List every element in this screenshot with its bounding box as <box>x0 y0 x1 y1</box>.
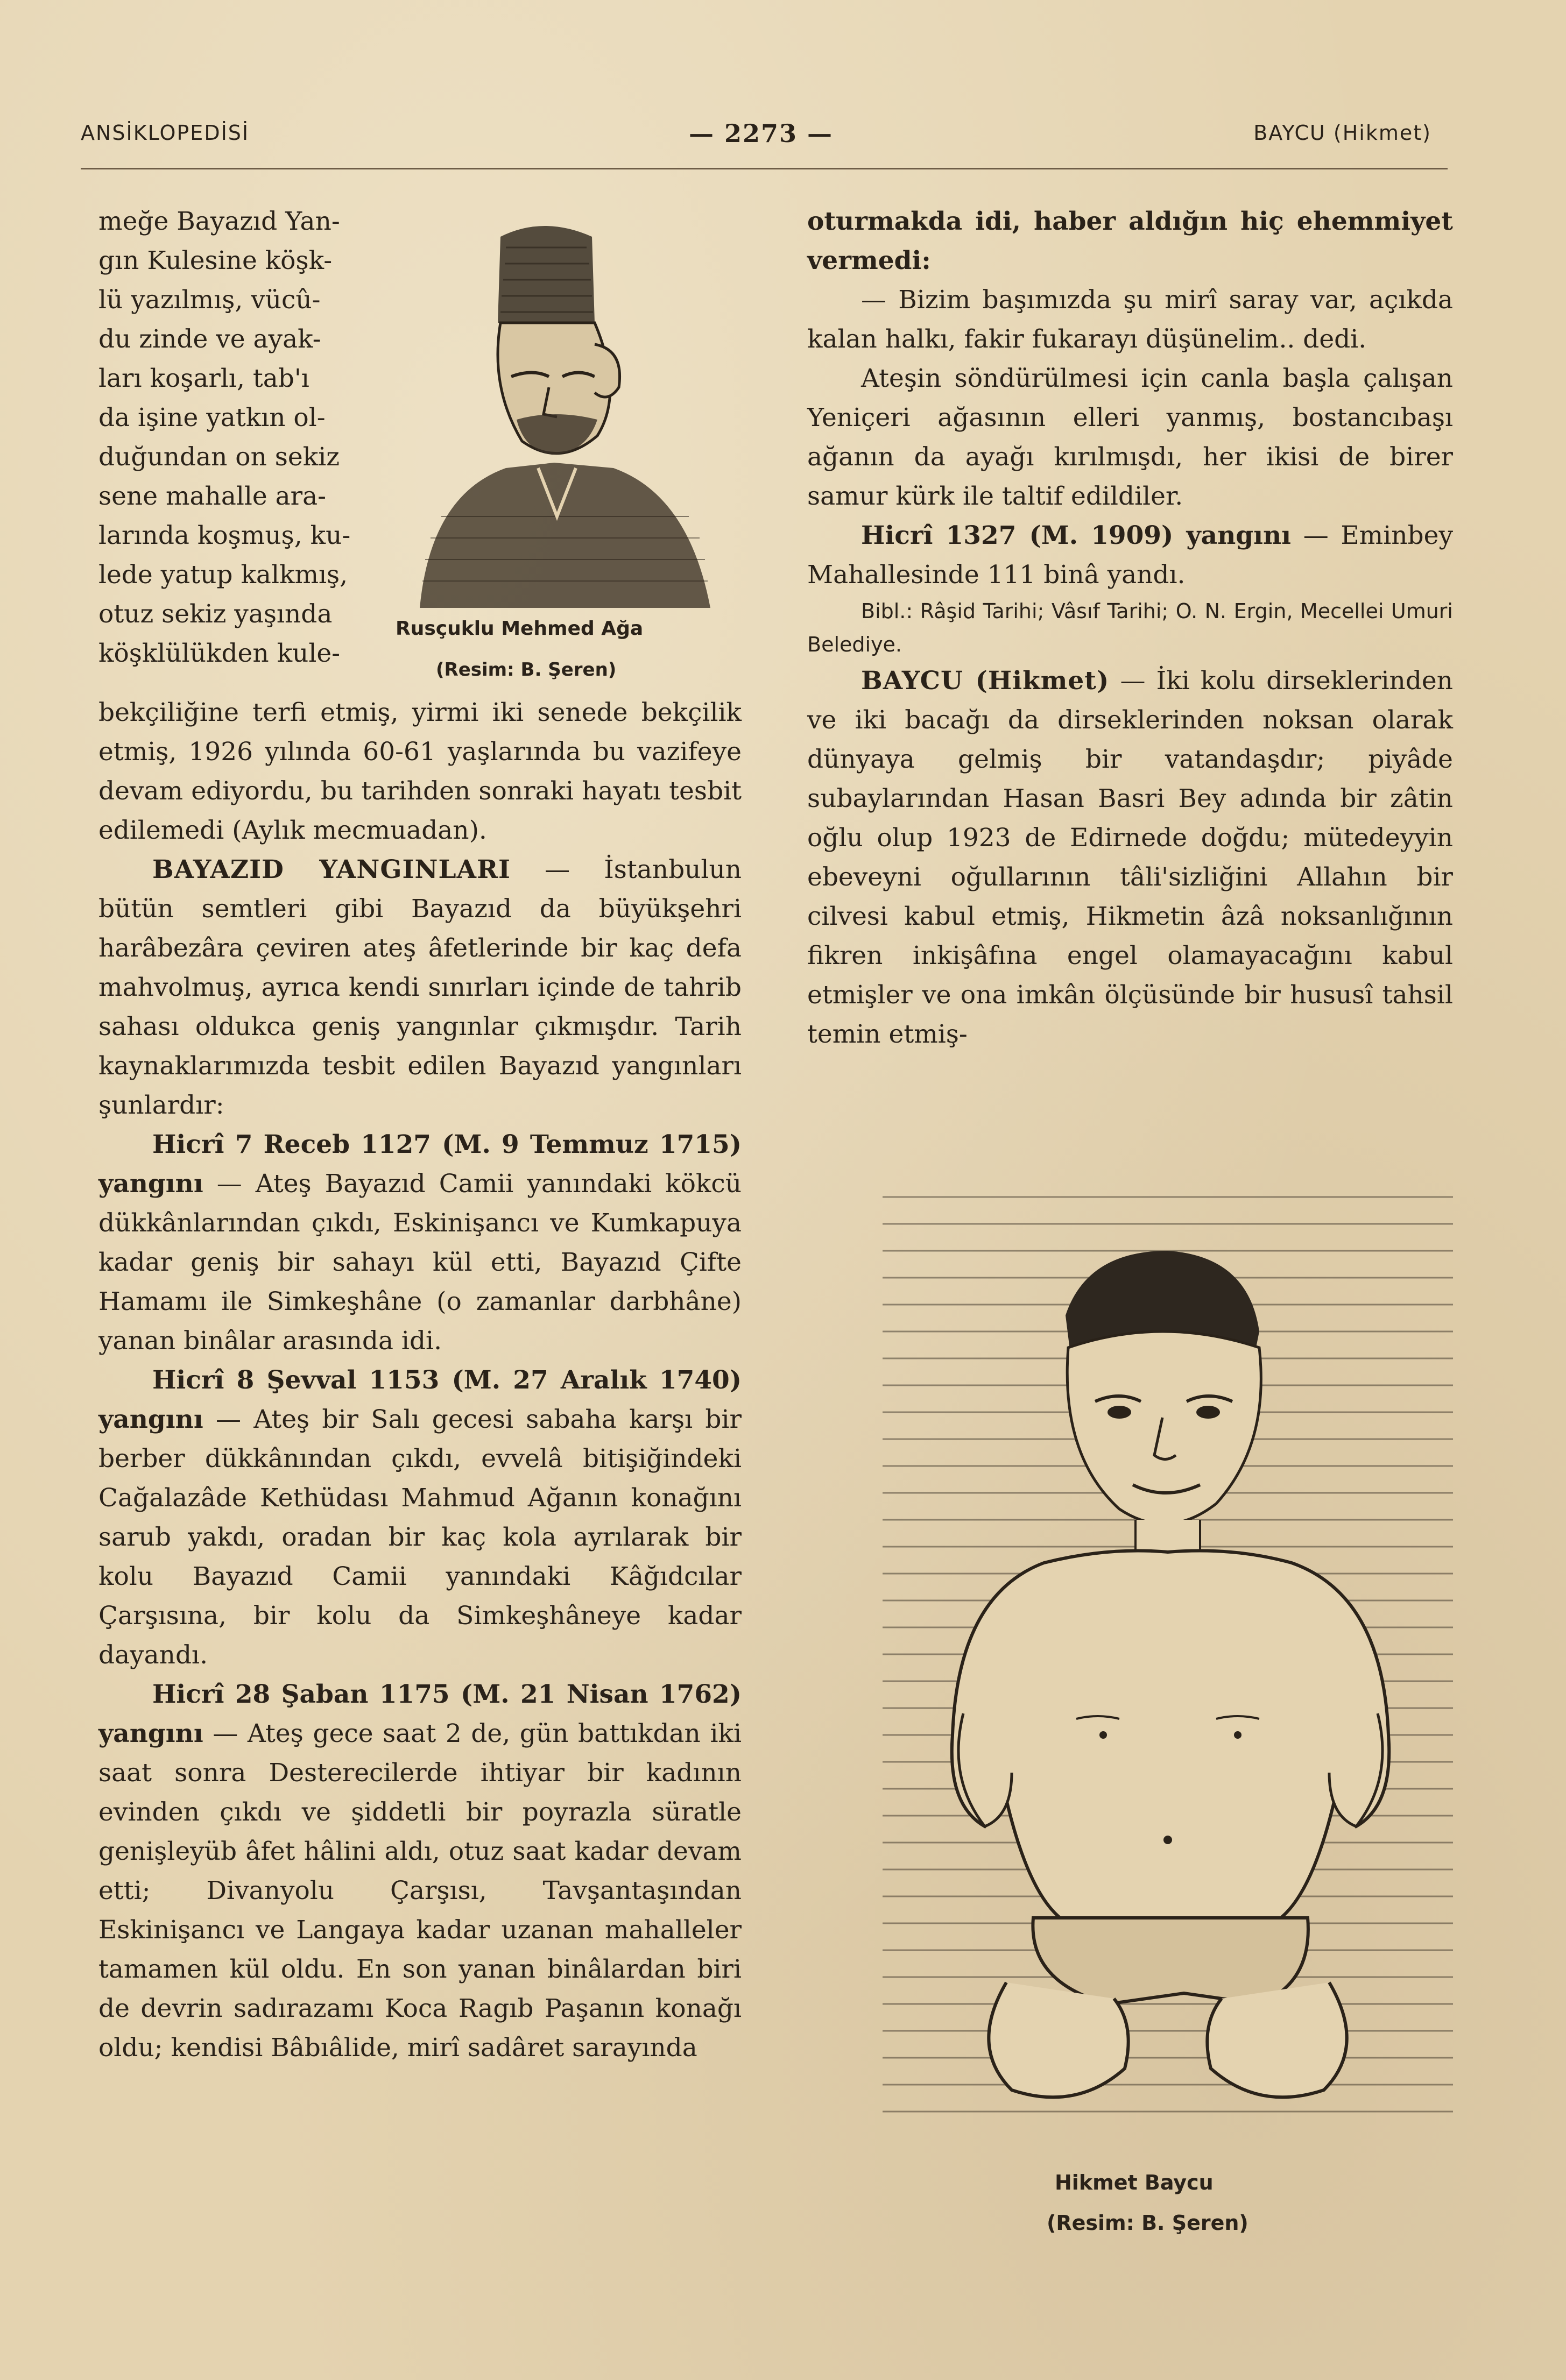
text-fire-1715: — Ateş Bayazıd Camii yanındaki kökcü dükkânlarından çıkdı, Eskinişancı ve Kumkapuya kadar geniş bir sahayı kül etti, Bayazıd Çifte Hamamı ile Simkeşhâne (o zamanlar darbhâne) yanan binâlar arasında idi. <box>98 1169 742 1356</box>
para-fire-1740 <box>98 1361 742 1675</box>
wrap-line: larında koşmuş, ku- <box>98 521 351 550</box>
left-column-wrap-text <box>98 202 400 673</box>
portrait1-caption-credit: (Resim: B. Şeren) <box>436 659 617 681</box>
para-fire-1715 <box>98 1125 742 1361</box>
wrap-line: duğundan on sekiz <box>98 442 340 472</box>
wrap-line: da işine yatkın ol- <box>98 403 326 433</box>
header-entry-range: BAYCU (Hikmet) <box>1253 121 1431 145</box>
para-bayazid-yanginlari <box>98 850 742 1125</box>
header-rule <box>81 168 1448 169</box>
bibliography: Bibl.: Râşid Tarihi; Vâsıf Tarihi; O. N. Ergin, Mecellei Umuri Belediye. <box>807 599 1453 656</box>
page-header <box>81 116 1448 153</box>
para-fire-1909 <box>807 516 1453 594</box>
text-fire-1762: — Ateş gece saat 2 de, gün battıkdan iki saat sonra Desterecilerde ihtiyar bir kadının evinden çıkdı ve şiddetli bir poyrazla süratle genişleyüb âfet hâlini aldı, otuz saat kadar devam etti; Divanyolu Çarşısı, Tavşantaşından Eskinişancı ve Langaya kadar uzanan mahalleler tamamen kül oldu. En son yanan binâlardan biri de devrin sadırazamı Koca Ragıb Paşanın konağı oldu; kendisi Bâbıâlide, mirî sadâret sarayında <box>98 1719 742 2063</box>
para-quote: — Bizim başımızda şu mirî saray var, açıkda kalan halkı, fakir fukarayı düşünelim.. dedi. <box>807 285 1453 354</box>
wrap-line: ları koşarlı, tab'ı <box>98 364 309 393</box>
wrap-line: meğe Bayazıd Yan- <box>98 207 340 236</box>
text-fire-1909: — Eminbey Mahallesinde 111 binâ yandı. <box>807 521 1453 590</box>
wrap-line: lü yazılmış, vücû- <box>98 285 321 315</box>
text-fire-1740: — Ateş bir Salı gecesi sabaha karşı bir berber dükkânından çıkdı, evvelâ bitişiğindeki Cağalazâde Kethüdası Mahmud Ağanın konağını sarub yakdı, oradan bir kaç kola ayrılarak bir kolu Bayazıd Camii yanındaki Kâğıdcılar Çarşısına, bir kolu da Simkeşhâneye kadar dayandı. <box>98 1405 742 1670</box>
text-baycu: — İki kolu dirseklerinden ve iki bacağı da dirseklerinden noksan olarak dünyaya gelmiş bir vatandaşdır; piyâde subaylarından Hasan Basri Bey adında bir zâtin oğlu olup 1923 de Edirnede doğdu; mütedeyyin ebeveyni oğullarının tâli'sizliğini Allahın bir cilvesi kabul etmiş, Hikmetin âzâ noksanlığının fikren inkişâfına engel olamayacağını kabul etmişler ve ona imkân ölçüsünde bir hususî tahsil temin etmiş- <box>807 666 1454 1049</box>
wrap-line: otuz sekiz yaşında <box>98 599 333 629</box>
heading-fire-1715: Hicrî 7 Receb 1127 (M. 9 Temmuz 1715) yangını <box>98 1130 742 1199</box>
right-column-body <box>807 202 1453 1054</box>
portrait-hikmet-baycu <box>883 1175 1453 2130</box>
heading-bayazid-yanginlari: BAYAZID YANGINLARI <box>152 855 511 884</box>
text-bayazid-yanginlari: — İstanbulun bütün semtleri gibi Bayazıd da büyükşehri harâbezâra çeviren ateş âfetlerinde bir kaç defa mahvolmuş, ayrıca kendi sınırları içinde de tahrib sahası oldukca geniş yangınlar çıkmışdır. Tarih kaynaklarımızda tesbit edilen Bayazıd yangınları şunlardır: <box>98 855 742 1120</box>
para-fire-1762 <box>98 1675 742 2067</box>
portrait2-caption-name: Hikmet Baycu <box>1055 2171 1214 2194</box>
para-yeniceri: Ateşin söndürülmesi için canla başla çalışan Yeniçeri ağasının elleri yanmış, bostancıbaşı ağanın da ayağı kırılmışdı, her ikisi de birer samur kürk ile taltif edildiler. <box>807 364 1453 511</box>
heading-fire-1762: Hicrî 28 Şaban 1175 (M. 21 Nisan 1762) yangını <box>98 1680 742 1748</box>
portrait2-caption-credit: (Resim: B. Şeren) <box>1047 2211 1248 2235</box>
heading-fire-1909: Hicrî 1327 (M. 1909) yangını <box>861 521 1292 550</box>
para-kule-bekcisi: bekçiliğine terfi etmiş, yirmi iki senede bekçilik etmiş, 1926 yılında 60-61 yaşlarında bu vazifeye devam ediyordu, bu tarihden sonraki hayatı tesbit edilemedi (Aylık mecmuadan). <box>98 698 742 845</box>
header-page-number: — 2273 — <box>689 119 834 148</box>
para-baycu <box>807 661 1453 1054</box>
portrait-mehmed-aga <box>409 215 718 608</box>
heading-fire-1740: Hicrî 8 Şevval 1153 (M. 27 Aralık 1740) yangını <box>98 1365 742 1434</box>
left-column-body <box>98 693 742 2067</box>
para-continuation: oturmakda idi, haber aldığın hiç ehemmiyet vermedi: <box>807 207 1453 275</box>
header-encyclopedia-title: ANSİKLOPEDİSİ <box>81 121 250 145</box>
wrap-line: sene mahalle ara- <box>98 481 327 511</box>
wrap-line: gın Kulesine köşk- <box>98 246 333 275</box>
heading-baycu: BAYCU (Hikmet) <box>861 666 1110 696</box>
wrap-line: du zinde ve ayak- <box>98 324 321 354</box>
wrap-line: lede yatup kalkmış, <box>98 560 348 590</box>
portrait1-caption-name: Rusçuklu Mehmed Ağa <box>396 618 644 640</box>
wrap-line: köşklülükden kule- <box>98 639 341 668</box>
